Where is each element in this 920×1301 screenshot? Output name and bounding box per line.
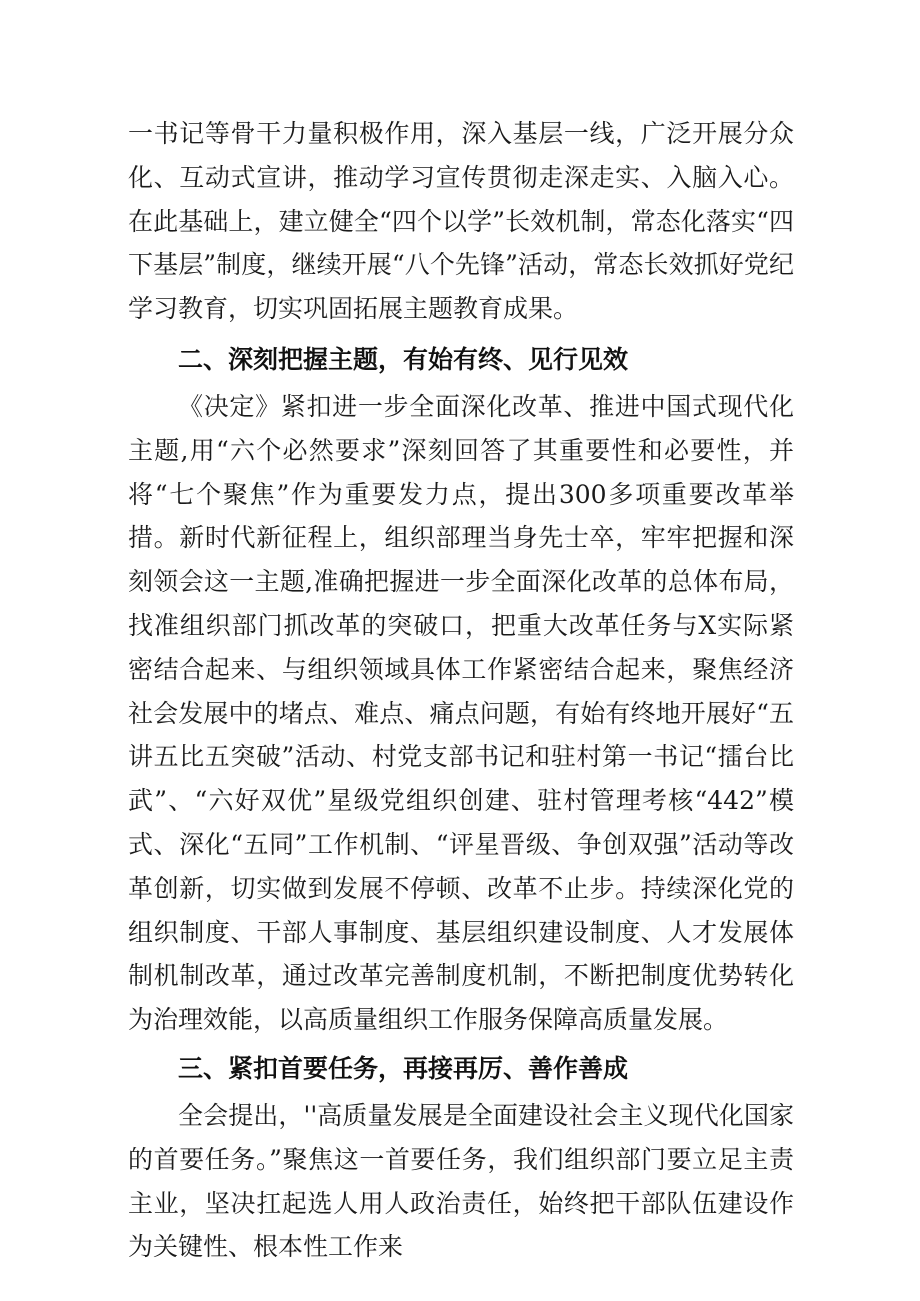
paragraph-section-3: 全会提出，''高质量发展是全面建设社会主义现代化国家的首要任务。”聚焦这一首要任务，我们组织部门要立足主责主业，坚决扛起选人用人政治责任，始终把干部队伍建设作为关键性、根本性工作来 bbox=[128, 1100, 794, 1262]
document-body bbox=[128, 112, 794, 1269]
paragraph-continued: 一书记等骨干力量积极作用，深入基层一线，广泛开展分众化、互动式宣讲，推动学习宣传贯彻走深走实、入脑入心。在此基础上，建立健全“四个以学”长效机制，常态化落实“四下基层”制度，继续开展“八个先锋”活动，常态长效抓好党纪学习教育，切实巩固拓展主题教育成果。 bbox=[128, 119, 794, 324]
paragraph-section-2: 《决定》紧扣进一步全面深化改革、推进中国式现代化主题,用“六个必然要求”深刻回答了其重要性和必要性，并将“七个聚焦”作为重要发力点，提出300多项重要改革举措。新时代新征程上，组织部理当身先士卒，牢牢把握和深刻领会这一主题,准确把握进一步全面深化改革的总体布局，找准组织部门抓改革的突破口，把重大改革任务与X实际紧密结合起来、与组织领域具体工作紧密结合起来，聚焦经济社会发展中的堵点、难点、痛点问题，有始有终地开展好“五讲五比五突破”活动、村党支部书记和驻村第一书记“擂台比武”、“六好双优”星级党组织创建、驻村管理考核“442”模式、深化“五同”工作机制、“评星晋级、争创双强”活动等改革创新，切实做到发展不停顿、改革不止步。持续深化党的组织制度、干部人事制度、基层组织建设制度、人才发展体制机制改革，通过改革完善制度机制，不断把制度优势转化为治理效能，以高质量组织工作服务保障高质量发展。 bbox=[128, 391, 794, 1035]
section-heading-2: 二、深刻把握主题，有始有终、见行见效 bbox=[178, 344, 629, 374]
section-heading-3: 三、紧扣首要任务，再接再厉、善作善成 bbox=[178, 1053, 629, 1083]
